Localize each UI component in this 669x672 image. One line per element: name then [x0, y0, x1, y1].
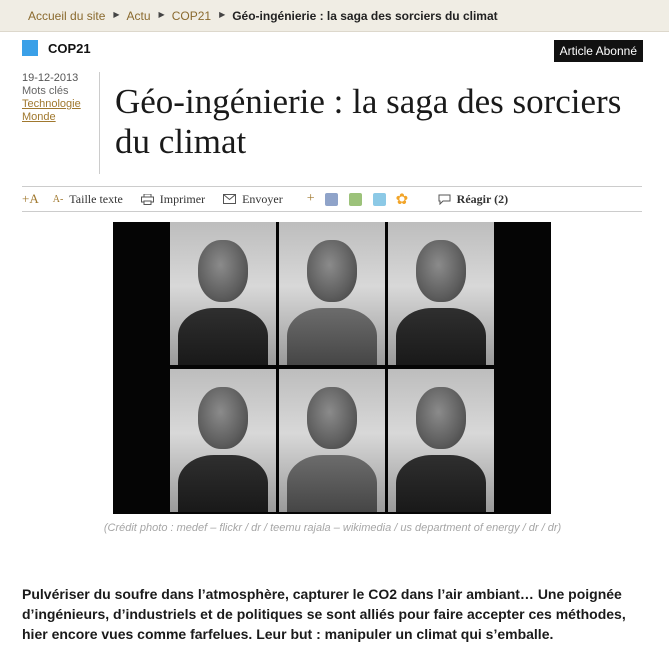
section-label[interactable]: COP21	[48, 41, 91, 56]
section-color-square	[22, 40, 38, 56]
portrait-photo	[170, 222, 276, 365]
twitter-icon[interactable]	[373, 193, 386, 206]
photo-caption: (Crédit photo : medef – flickr / dr / teemu rajala – wikimedia / us department of energy / dr / dr)	[103, 522, 562, 534]
subscriber-badge: Article Abonné	[554, 40, 643, 62]
google-plus-icon[interactable]	[349, 193, 362, 206]
tag-link-technologie[interactable]: Technologie	[22, 98, 81, 110]
more-share-button[interactable]	[307, 191, 315, 207]
printer-icon	[141, 194, 154, 205]
portrait-photo	[279, 369, 385, 512]
breadcrumb-separator-icon: ▶	[158, 10, 165, 19]
article-date: 19-12-2013	[22, 72, 79, 84]
react-button[interactable]	[438, 192, 508, 207]
text-size-icon: A-	[52, 193, 64, 205]
increase-text-button[interactable]: +A	[22, 191, 39, 206]
speech-bubble-icon	[438, 194, 451, 205]
breadcrumb-separator-icon: ▶	[113, 10, 120, 19]
send-label: Envoyer	[242, 191, 283, 206]
facebook-icon[interactable]	[325, 193, 338, 206]
plus-icon: +	[306, 191, 315, 206]
article-photo	[113, 222, 551, 514]
breadcrumb-current: Géo-ingénierie : la saga des sorciers du climat	[232, 8, 498, 23]
article-toolbar	[22, 186, 642, 212]
react-label: Réagir (2)	[456, 191, 509, 206]
print-button[interactable]	[141, 192, 205, 207]
article-meta	[22, 72, 98, 124]
breadcrumb	[0, 0, 669, 32]
portrait-photo	[388, 369, 494, 512]
breadcrumb-home-link[interactable]: Accueil du site	[28, 8, 106, 23]
flower-share-icon[interactable]	[397, 193, 410, 206]
breadcrumb-separator-icon: ▶	[219, 10, 226, 19]
portrait-photo	[279, 222, 385, 365]
envelope-icon	[223, 194, 236, 204]
breadcrumb-actu-link[interactable]: Actu	[126, 8, 151, 23]
tag-link-monde[interactable]: Monde	[22, 111, 56, 123]
text-size-label: Taille texte	[69, 191, 123, 206]
send-button[interactable]	[223, 192, 283, 207]
portrait-photo	[170, 369, 276, 512]
print-label: Imprimer	[159, 191, 206, 206]
article-headline: Géo-ingénierie : la saga des sorciers du climat	[115, 82, 622, 161]
breadcrumb-cop21-link[interactable]: COP21	[171, 8, 212, 23]
text-size-button[interactable]	[53, 192, 123, 207]
portrait-photo	[388, 222, 494, 365]
article-lede: Pulvériser du soufre dans l’atmosphère, capturer le CO2 dans l’air ambiant… Une poignée d’ingénieurs, d’industriels et de politiques se sont alliés pour faire accepter ces méthodes, hier encore vues comme farfelues. Leur but : manipuler un climat qui s’emballe.	[22, 586, 626, 642]
tags-label: Mots clés	[22, 85, 69, 97]
meta-divider	[99, 72, 100, 174]
